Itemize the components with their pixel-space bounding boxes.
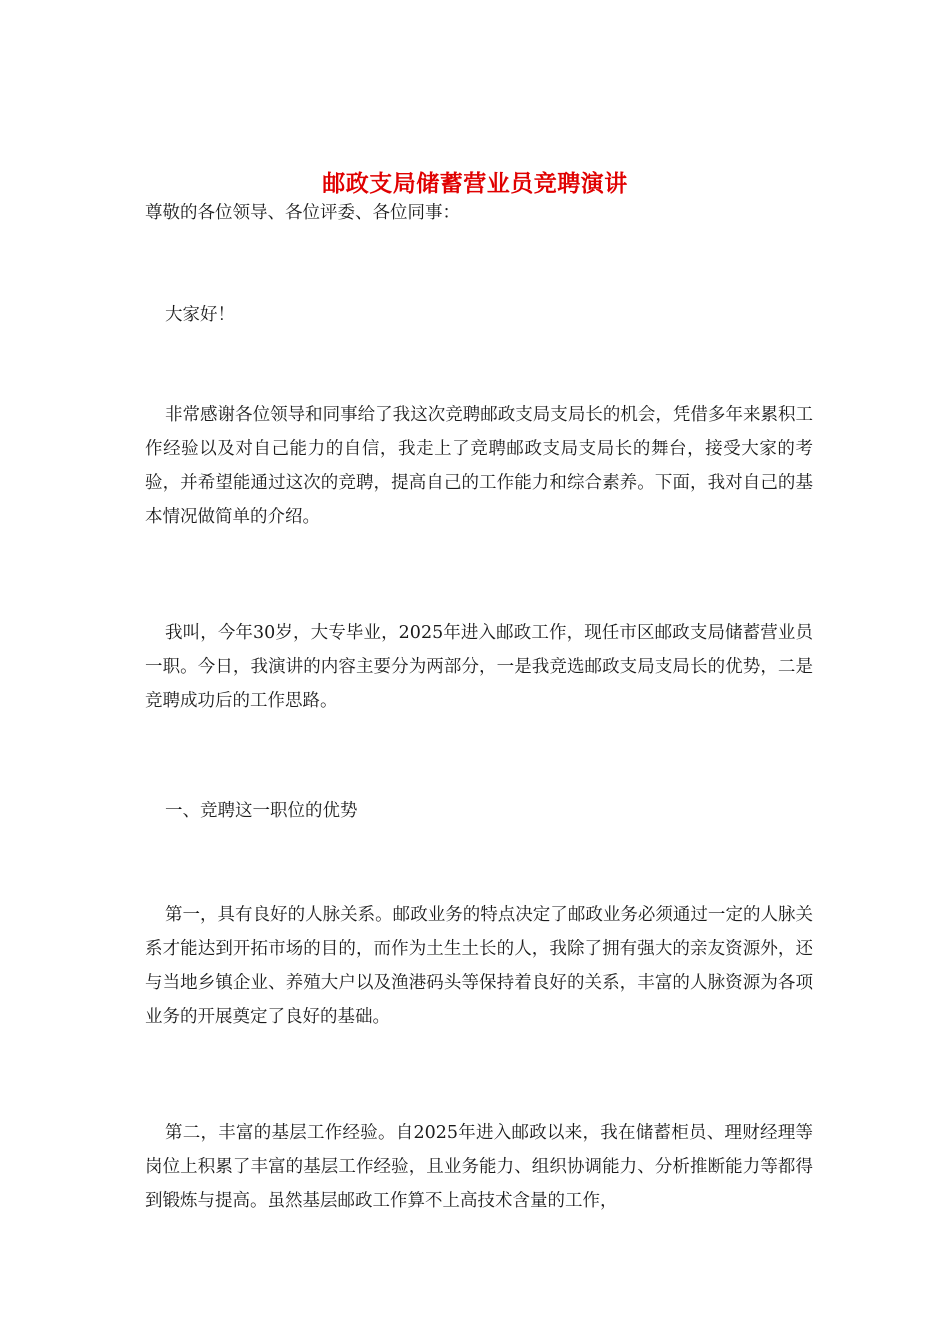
body-paragraph: 我叫，今年30岁，大专毕业，2025年进入邮政工作，现任市区邮政支局储蓄营业员一职。今日，我演讲的内容主要分为两部分，一是我竞选邮政支局支局长的优势，二是竞聘成功后的工作思路。: [145, 623, 813, 711]
section-heading: 一、竞聘这一职位的优势: [165, 801, 358, 821]
document-title: 邮政支局储蓄营业员竞聘演讲: [322, 170, 628, 198]
greeting: 大家好！: [165, 305, 235, 325]
body-paragraph: 第二，丰富的基层工作经验。自2025年进入邮政以来，我在储蓄柜员、理财经理等岗位上积累了丰富的基层工作经验，且业务能力、组织协调能力、分析推断能力等都得到锻炼与提高。虽然基层邮政工作算不上高技术含量的工作，: [145, 1123, 813, 1211]
body-paragraph: 第一，具有良好的人脉关系。邮政业务的特点决定了邮政业务必须通过一定的人脉关系才能达到开拓市场的目的，而作为土生土长的人，我除了拥有强大的亲友资源外，还与当地乡镇企业、养殖大户以及渔港码头等保持着良好的关系，丰富的人脉资源为各项业务的开展奠定了良好的基础。: [145, 905, 813, 1027]
body-paragraph: 非常感谢各位领导和同事给了我这次竞聘邮政支局支局长的机会，凭借多年来累积工作经验以及对自己能力的自信，我走上了竞聘邮政支局支局长的舞台，接受大家的考验，并希望能通过这次的竞聘，提高自己的工作能力和综合素养。下面，我对自己的基本情况做简单的介绍。: [145, 405, 813, 527]
salutation: 尊敬的各位领导、各位评委、各位同事：: [145, 203, 460, 223]
